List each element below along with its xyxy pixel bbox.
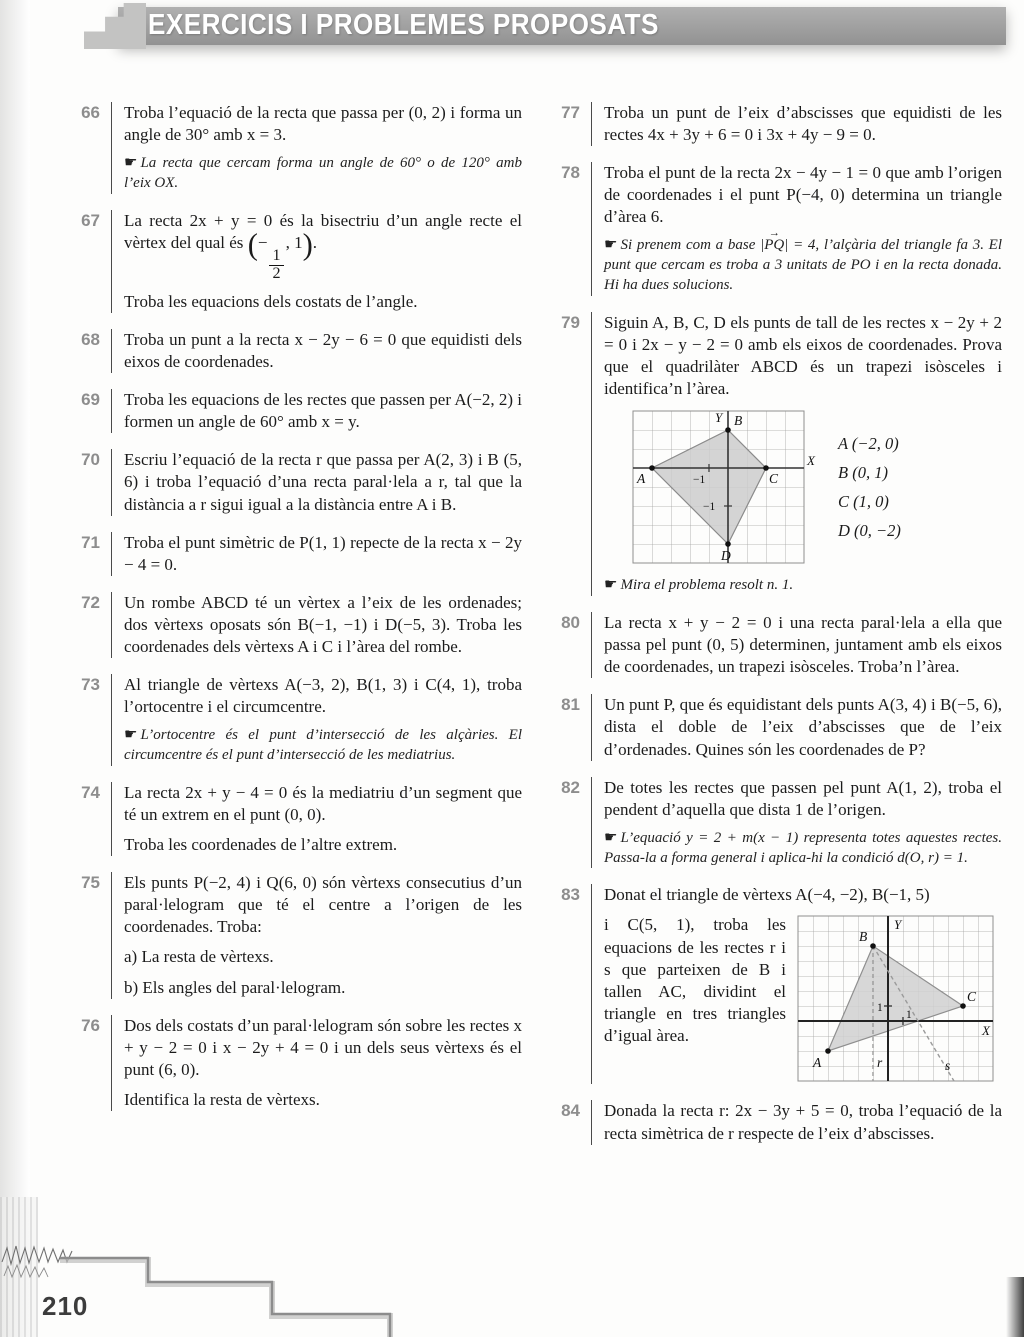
pointing-hand-icon: ☛ <box>604 237 618 254</box>
page-number: 210 <box>42 1291 89 1321</box>
exercise-body <box>111 782 522 856</box>
open-paren: ( <box>247 227 258 262</box>
exercise-hint <box>124 154 522 194</box>
exercise-text-wrap <box>604 914 786 1084</box>
figure-83-plot <box>796 914 996 1084</box>
text-run: . <box>312 232 318 252</box>
point-c <box>763 465 769 471</box>
figure-79-point-list <box>838 430 901 546</box>
exercise-body <box>111 329 522 373</box>
exercise-text: Un punt P, que és equidistant dels punts A(3, 4) i B(−5, 6), dista el doble de l’eix d’abscisses que de l’eix d’ordenades. Quines són les coordenades de P? <box>604 695 1002 759</box>
exercise-text: Troba el punt de la recta 2x − 4y − 1 = 0 que amb l’origen de coordenades i el punt P(−4, 0) determina un triangle d’àrea 6. <box>604 163 1002 227</box>
exercise-hint <box>604 236 1002 295</box>
label-s: s <box>945 1058 951 1074</box>
page-right-edge-shadow <box>1006 1277 1024 1337</box>
tick-minus1-x: −1 <box>693 474 706 487</box>
point-a <box>649 465 655 471</box>
exercise-body <box>591 102 1002 146</box>
exercise-70 <box>58 449 522 515</box>
right-column <box>538 102 1002 1161</box>
exercise-text: La recta 2x + y − 4 = 0 és la mediatriu d’un segment que té un extrem en el punt (0, 0). <box>124 782 522 824</box>
numerator: 1 <box>269 248 283 266</box>
exercise-text: Troba les equacions dels costats de l’angle. <box>124 291 418 311</box>
hint-text: | = 4, l’alçària del triangle fa 3. El punt que cercam es troba a 3 unitats de PO i en la recta donada. Hi ha dues solucions. <box>604 237 1002 294</box>
exercise-number: 83 <box>561 885 580 905</box>
exercise-text: Dos dels costats d’un paral·lelogram són sobre les rectes x + y − 2 = 0 i x − 2y + 4 = 0 i un dels seus vèrtexs és el punt (6, 0). <box>124 1015 522 1079</box>
exercise-hint <box>604 576 1002 596</box>
exercise-number: 76 <box>81 1015 100 1035</box>
exercise-text: i C(5, 1), troba les equacions de les rectes r i s que parteixen de B i tallen AC, dividint el triangle en tres triangles d’igual àrea. <box>604 915 786 1045</box>
exercise-text <box>124 210 522 283</box>
point-list-item: D (0, −2) <box>838 521 901 541</box>
exercise-81 <box>538 694 1002 760</box>
exercise-number: 72 <box>81 592 100 612</box>
pointing-hand-icon: ☛ <box>604 577 618 594</box>
figure-83-row <box>604 914 1002 1084</box>
exercise-number: 70 <box>81 450 100 470</box>
label-c: C <box>769 471 779 487</box>
exercise-82 <box>538 777 1002 869</box>
y-axis-label: Y <box>894 917 902 933</box>
exercise-75 <box>58 872 522 998</box>
banner-step-decoration <box>84 3 146 49</box>
point-b <box>725 427 731 433</box>
text-run: La recta 2x + y = 0 és la bisectriu d’un angle recte el vèrtex del qual és <box>124 210 522 252</box>
exercise-73 <box>58 674 522 766</box>
x-axis-label: X <box>982 1023 990 1039</box>
exercise-76 <box>58 1015 522 1111</box>
exercise-text: Troba un punt de l’eix d’abscisses que equidisti de les rectes 4x + 3y + 6 = 0 i 3x + 4y − 9 = 0. <box>604 103 1002 145</box>
point-list-item: B (0, 1) <box>838 463 888 483</box>
exercise-body <box>111 449 522 515</box>
exercise-item-a: a) La resta de vèrtexs. <box>124 947 274 967</box>
exercise-text: Troba les coordenades de l’altre extrem. <box>124 835 398 855</box>
hint-text: Si prenem com a base | <box>620 237 765 254</box>
exercise-body <box>111 1015 522 1111</box>
exercise-number: 73 <box>81 675 100 695</box>
exercise-77 <box>538 102 1002 146</box>
y-axis-label: Y <box>715 410 723 426</box>
exercise-71 <box>58 532 522 576</box>
exercise-text: Un rombe ABCD té un vèrtex a l’eix de les ordenades; dos vèrtexs oposats són B(−1, −1) i D(−5, 3). Troba les coordenades dels vèrtexs A i C i l’àrea del rombe. <box>124 592 522 657</box>
hint-text: L’equació y = 2 + m(x − 1) representa totes aquestes rectes. Passa-la a forma general i aplica-hi la condició d(O, r) = 1. <box>604 829 1002 866</box>
left-column <box>58 102 522 1161</box>
exercise-number: 79 <box>561 312 580 332</box>
exercise-68 <box>58 329 522 373</box>
exercise-hint <box>124 726 522 766</box>
two-column-layout <box>58 102 1002 1161</box>
exercise-number: 66 <box>81 103 100 122</box>
exercise-body <box>111 210 522 313</box>
exercise-number: 80 <box>561 613 580 633</box>
exercise-84 <box>538 1100 1002 1144</box>
exercise-hint <box>604 829 1002 869</box>
exercise-body <box>591 312 1002 596</box>
exercise-body <box>111 674 522 766</box>
exercise-text: Al triangle de vèrtexs A(−3, 2), B(1, 3) i C(4, 1), troba l’ortocentre i el circumcentre. <box>124 675 522 717</box>
exercise-body <box>111 592 522 658</box>
exercise-80 <box>538 612 1002 678</box>
exercise-text: Troba l’equació de la recta que passa per (0, 2) i forma un angle de 30° amb x = 3. <box>124 103 522 145</box>
exercise-text: Identifica la resta de vèrtexs. <box>124 1089 320 1109</box>
fraction-expression <box>247 227 318 282</box>
exercise-body <box>591 694 1002 760</box>
exercise-66 <box>58 102 522 194</box>
tick-minus1-y: −1 <box>703 501 716 514</box>
exercise-text: Donat el triangle de vèrtexs A(−4, −2), B(−1, 5) <box>604 885 930 905</box>
exercise-78 <box>538 162 1002 296</box>
figure-79 <box>630 408 1002 568</box>
exercise-number: 71 <box>81 532 100 552</box>
label-b: B <box>859 929 868 945</box>
exercise-body <box>591 162 1002 296</box>
label-r: r <box>877 1055 883 1071</box>
point-list-item: A (−2, 0) <box>838 434 899 454</box>
exercise-69 <box>58 389 522 433</box>
exercise-number: 84 <box>561 1101 580 1121</box>
point-a <box>825 1049 831 1055</box>
hint-text: La recta que cercam forma un angle de 60° o de 120° amb l’eix OX. <box>124 155 522 191</box>
tick-1-x: 1 <box>906 1009 912 1022</box>
exercise-body <box>591 884 1002 1084</box>
exercise-text: Troba un punt a la recta x − 2y − 6 = 0 que equidisti dels eixos de coordenades. <box>124 329 522 372</box>
exercise-text: Troba el punt simètric de P(1, 1) repecte de la recta x − 2y − 4 = 0. <box>124 532 522 574</box>
exercise-body <box>111 532 522 576</box>
exercise-text: De totes les rectes que passen pel punt A(1, 2), troba el pendent d’aquella que dista 1 de l’origen. <box>604 777 1002 819</box>
page-binding-edge <box>0 0 30 1337</box>
hint-text: L’ortocentre és el punt d’intersecció de les alçàries. El circumcentre és el punt d’intersecció de les mediatrius. <box>124 727 522 764</box>
minus-sign: − <box>257 232 268 252</box>
exercise-body <box>591 777 1002 869</box>
footer-step-decoration <box>60 1246 400 1337</box>
exercise-body <box>111 872 522 998</box>
exercise-number: 81 <box>561 695 580 715</box>
point-list-item: C (1, 0) <box>838 492 889 512</box>
exercise-number: 74 <box>81 782 100 802</box>
figure-79-plot <box>630 408 820 568</box>
denominator: 2 <box>272 264 281 282</box>
exercise-text: Troba les equacions de les rectes que passen per A(−2, 2) i formen un angle de 60° amb x = y. <box>124 390 522 432</box>
label-a: A <box>637 471 646 487</box>
close-paren: ) <box>302 227 313 262</box>
exercise-text: Escriu l’equació de la recta r que passa per A(2, 3) i B (5, 6) i troba l’equació d’una recta paral·lela a r, tal que la distància a r sigui igual a la distància entre A i B. <box>124 450 522 514</box>
pointing-hand-icon: ☛ <box>124 727 138 744</box>
exercise-number: 67 <box>81 210 100 230</box>
point-d <box>725 541 731 547</box>
page-title: EXERCICIS I PROBLEMES PROPOSATS <box>148 9 659 41</box>
exercise-83 <box>538 884 1002 1084</box>
exercise-79 <box>538 312 1002 596</box>
exercise-74 <box>58 782 522 856</box>
text-run: , 1 <box>285 232 303 252</box>
label-a: A <box>813 1055 822 1071</box>
vector-pq: → PQ <box>764 236 784 256</box>
exercise-number: 75 <box>81 873 100 893</box>
exercise-body <box>111 102 522 194</box>
exercise-item-b: b) Els angles del paral·lelogram. <box>124 977 346 997</box>
label-d: D <box>721 548 731 564</box>
pointing-hand-icon: ☛ <box>604 829 618 846</box>
tick-1-y: 1 <box>877 1002 883 1015</box>
label-b: B <box>734 413 743 429</box>
exercise-body <box>591 612 1002 678</box>
x-axis-label: X <box>807 453 815 469</box>
fraction <box>269 248 283 283</box>
exercise-number: 69 <box>81 390 100 410</box>
label-c: C <box>967 989 977 1005</box>
exercise-body <box>591 1100 1002 1144</box>
exercise-number: 68 <box>81 329 100 349</box>
exercise-text: Donada la recta r: 2x − 3y + 5 = 0, troba l’equació de la recta simètrica de r respecte de l’eix d’abscisses. <box>604 1101 1002 1143</box>
pointing-hand-icon: ☛ <box>124 155 138 172</box>
point-b <box>870 944 876 950</box>
hint-text: Mira el problema resolt n. 1. <box>620 577 794 594</box>
exercise-text: Siguin A, B, C, D els punts de tall de les rectes x − 2y + 2 = 0 i 2x − y − 2 = 0 amb els eixos de coordenades. Prova que el quadrilàter ABCD és un trapezi isòsceles i identifica’n l’àrea. <box>604 312 1002 399</box>
exercise-text: La recta x + y − 2 = 0 i una recta paral·lela a ella que passa pel punt (0, 5) determinen, juntament amb els eixos de coordenades, un trapezi isòsceles. Troba’n l’àrea. <box>604 613 1002 677</box>
exercise-67 <box>58 210 522 313</box>
exercise-body <box>111 389 522 433</box>
exercise-number: 77 <box>561 103 580 122</box>
exercise-72 <box>58 592 522 658</box>
exercise-number: 78 <box>561 163 580 183</box>
exercise-text: Els punts P(−2, 4) i Q(6, 0) són vèrtexs consecutius d’un paral·lelogram que té el centre a l’origen de les coordenades. Troba: <box>124 873 522 937</box>
exercise-number: 82 <box>561 777 580 797</box>
point-c <box>960 1004 966 1010</box>
